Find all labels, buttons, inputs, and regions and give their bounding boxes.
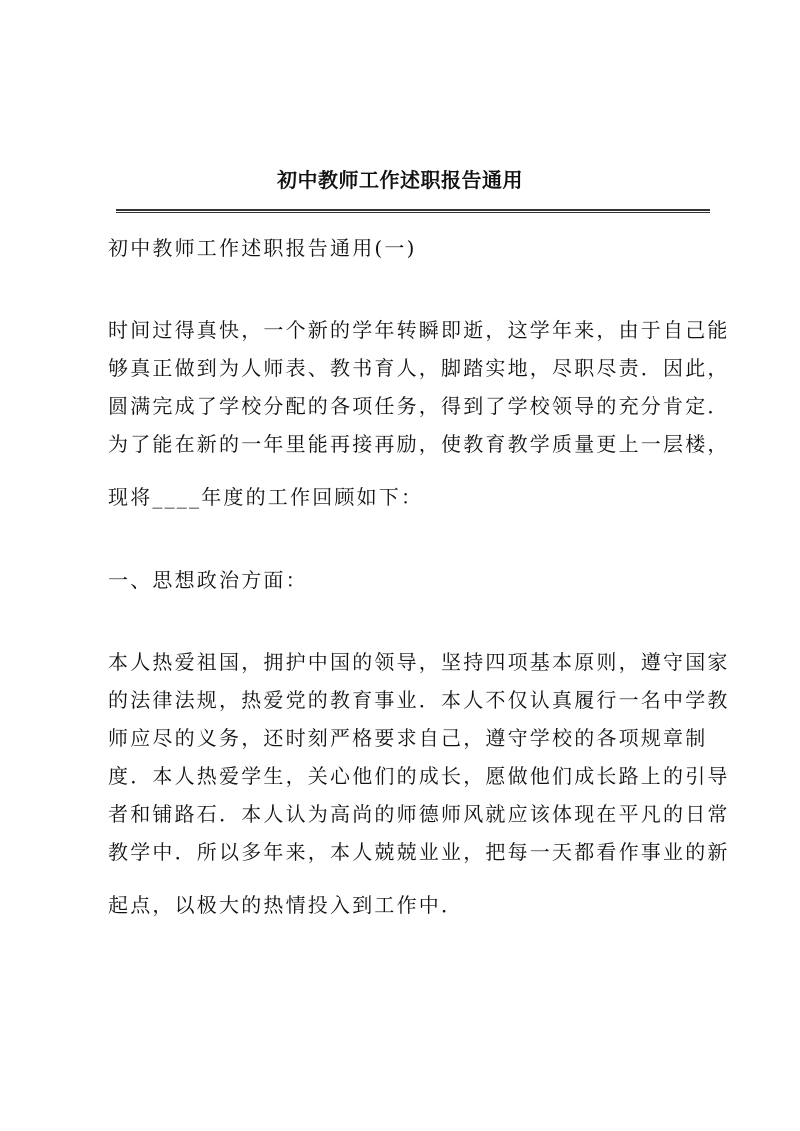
section-line: 者和铺路石．本人认为高尚的师德师风就应该体现在平凡的日常 [108, 802, 730, 826]
intro-line: 为了能在新的一年里能再接再励，使教育教学质量更上一层楼， [108, 432, 730, 456]
section-line: 教学中．所以多年来，本人兢兢业业，把每一天都看作事业的新 [108, 840, 730, 864]
section-line: 的法律法规，热爱党的教育事业．本人不仅认真履行一名中学教 [108, 688, 730, 712]
intro-line: 圆满完成了学校分配的各项任务，得到了学校领导的充分肯定． [108, 394, 730, 418]
section-line: 师应尽的义务，还时刻严格要求自己，遵守学校的各项规章制 [108, 726, 708, 750]
intro-line: 够真正做到为人师表、教书育人，脚踏实地，尽职尽责．因此， [108, 356, 730, 380]
intro-line: 时间过得真快，一个新的学年转瞬即逝，这学年来，由于自己能 [108, 318, 730, 342]
document-title: 初中教师工作述职报告通用 [277, 168, 523, 192]
section-line: 度．本人热爱学生，关心他们的成长，愿做他们成长路上的引导 [108, 764, 730, 788]
intro-line: 现将____年度的工作回顾如下： [108, 485, 424, 509]
title-divider [116, 209, 710, 213]
section-line: 本人热爱祖国，拥护中国的领导，坚持四项基本原则，遵守国家 [108, 650, 730, 674]
section-heading: 一、思想政治方面： [108, 568, 308, 592]
section-line: 起点，以极大的热情投入到工作中． [108, 893, 464, 917]
document-subtitle: 初中教师工作述职报告通用(一) [108, 236, 417, 260]
